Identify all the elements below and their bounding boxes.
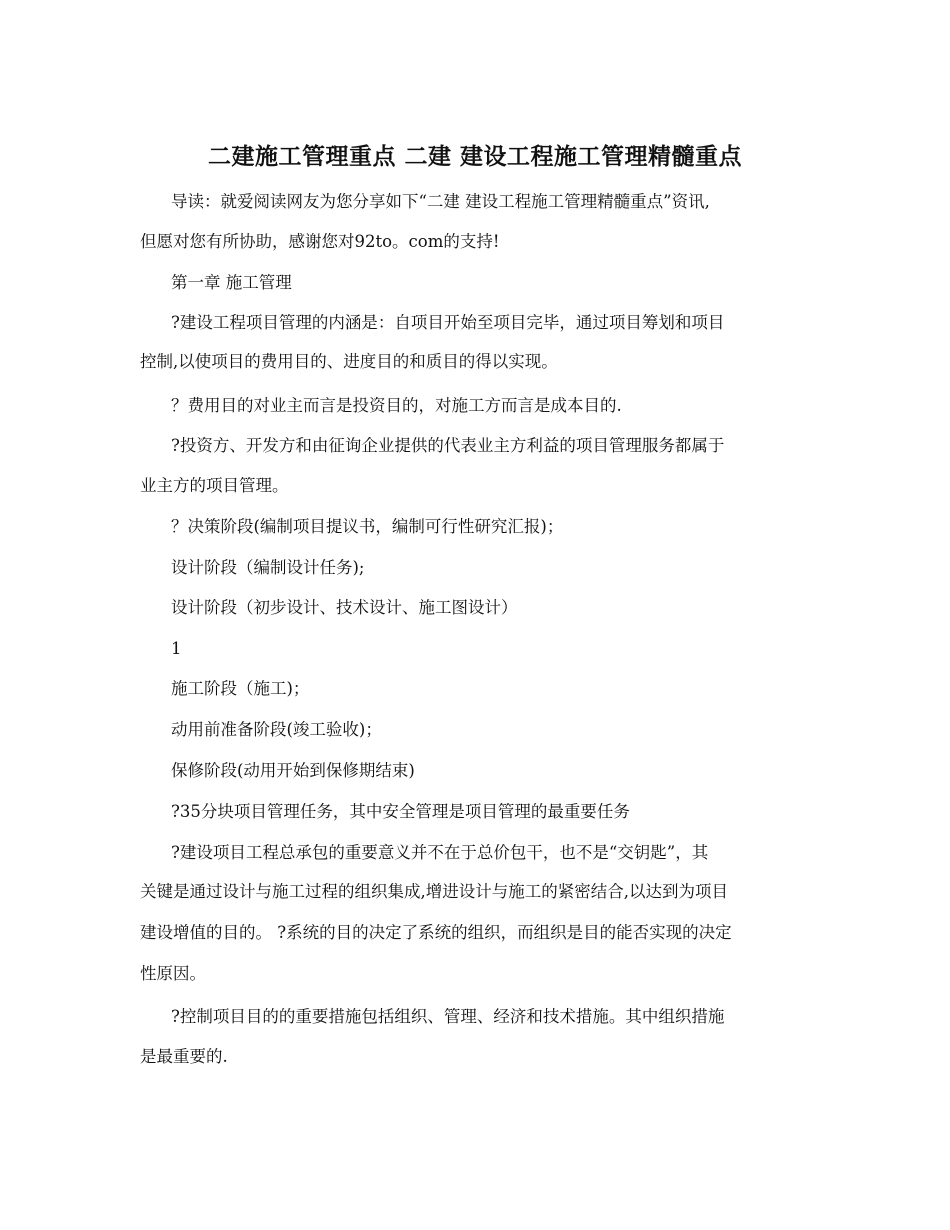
paragraph-line: ?35分块项目管理任务，其中安全管理是项目管理的最重要任务	[171, 802, 630, 821]
paragraph-line: 性原因。	[140, 964, 206, 983]
page-number: 1	[171, 639, 182, 658]
paragraph-line: 业主方的项目管理。	[140, 476, 289, 495]
paragraph-line: 保修阶段(动用开始到保修期结束)	[171, 761, 415, 780]
paragraph-line: 建设增值的目的。 ?系统的目的决定了系统的组织，而组织是目的能否实现的决定	[140, 923, 732, 942]
paragraph-line: 设计阶段（编制设计任务);	[171, 558, 365, 577]
paragraph-line: ？决策阶段(编制项目提议书，编制可行性研究汇报)；	[171, 517, 564, 536]
paragraph-line: ？费用目的对业主而言是投资目的，对施工方而言是成本目的.	[171, 396, 622, 415]
paragraph-line: 动用前准备阶段(竣工验收)；	[171, 720, 382, 739]
chapter-heading: 第一章 施工管理	[171, 273, 292, 292]
document-title: 二建施工管理重点 二建 建设工程施工管理精髓重点	[207, 143, 742, 170]
paragraph-line: 关键是通过设计与施工过程的组织集成,增进设计与施工的紧密结合,以达到为项目	[140, 882, 728, 901]
paragraph-line: ?控制项目目的的重要措施包括组织、管理、经济和技术措施。其中组织措施	[171, 1007, 725, 1026]
paragraph-line: 设计阶段（初步设计、技术设计、施工图设计）	[171, 598, 518, 617]
paragraph-line: ?建设项目工程总承包的重要意义并不在于总价包干，也不是“交钥匙”，其	[171, 843, 709, 862]
paragraph-line: 导读：就爱阅读网友为您分享如下“二建 建设工程施工管理精髓重点”资讯,	[171, 192, 710, 211]
paragraph-line: 施工阶段（施工)；	[171, 679, 310, 698]
paragraph-line: 控制,以使项目的费用目的、进度目的和质目的得以实现。	[140, 352, 558, 371]
paragraph-line: ?投资方、开发方和由征询企业提供的代表业主方利益的项目管理服务都属于	[171, 436, 725, 455]
paragraph-line: ?建设工程项目管理的内涵是：自项目开始至项目完毕，通过项目筹划和项目	[171, 313, 725, 332]
paragraph-line: 但愿对您有所协助，感谢您对92to。com的支持!	[140, 232, 500, 251]
paragraph-line: 是最重要的.	[140, 1047, 228, 1066]
